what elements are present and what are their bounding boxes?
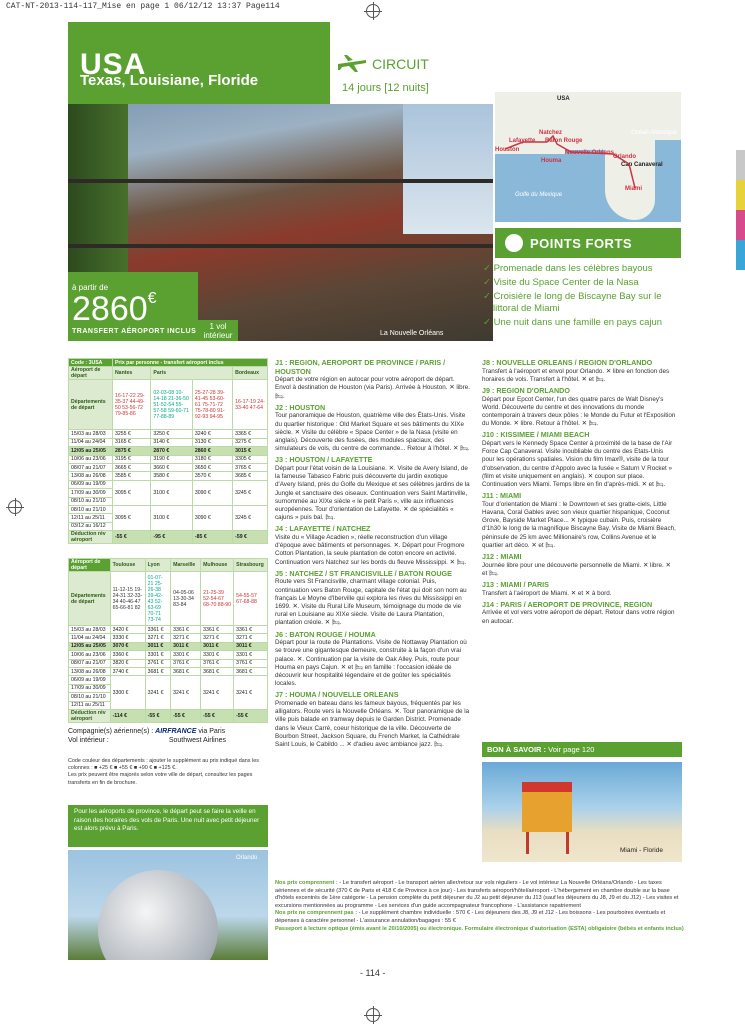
- list-item: ✓ Promenade dans les célèbres bayous: [483, 263, 653, 274]
- list-item: ✓ Visite du Space Center de la Nasa: [483, 277, 639, 288]
- price-conditions: Nos prix comprennent : - Le transfert aéroport - Le transport aérien aller/retour sur vols réguliers - Le vol intérieur La Nouvelle Orléans/Orlando - Les taxes aériennes et de sécurité (370 € de Paris et 418 € de Province à ce jour) - Les transferts aéroport/hôtel/aéroport - L'hébergement en chambre double sur la base d'hôtels excentrés de 1ère catégorie - La pension complète du petit déjeuner du J2 au petit déjeuner du J13 (sauf les déjeuners du J8, J9 et du J12) - Les visites et excursions mentionnées au programme - Les services d'un guide accompagnateur francophone - L'assistance rapatriement Nos prix ne comprennent pas : - Le supplément chambre individuelle : 570 € - Les déjeuners des J8, J9 et J12 - Les boissons - Les pourboires éventuels et dépenses à caractère personnel - L'assurance annulation/bagages : 55 € Passeport à lecture optique (émis avant le 20/10/2005) ou électronique. Formulaire électronique d'autorisation (ESTA) obligatoire (bébés et enfants inclus): [275, 880, 684, 932]
- day-text: Départ pour Epcot Center, l'un des quatre parcs de Walt Disney's World. Découverte du centre et des innovations du monde contemporain à travers deux pôles : le Monde du Futur et l'Exposition du Monde. ✕ libre. Retour à l'hôtel. ✕ 🛏.: [482, 395, 676, 428]
- day-text: Départ pour la route de Plantations. Visite de Nottaway Plantation où se trouve une gigantesque demeure, construite à la façon d'un vrai palace. ✕. Continuation par la visite de Oak Alley. Puis, route pour Houma en pays Cajun. ✕ et 🛏 en famille : l'occasion idéale de découvrir leur hospitalité légendaire et de goûter les spécialités locales.: [275, 639, 467, 688]
- registration-mark-icon: [8, 500, 22, 514]
- price-table-2: Aéroport de départ Toulouse Lyon Marseille Mulhouse Strasbourg Départements de départ 11-12-15 19-24-31 32-33-34 40-46-47 65-66-81 82 01-07-21 25-26-38 39-42-43 52-63-69 70-71 73-74 04-05-06 13-30-34 83-84 21-25-39 52-54-67 68-70 88-90 54-55-57 67-68-88 15/03 au 28/03 3420 € 3361 € 3361 € 3361 € 3361 € 11/04 au 24/04 3330 € 3271 € 3271 € 3271 € 3271 € 12/05 au 25/05 3070 € 3011 € 3011 € 3011 € 3011 € 10/06 au 23/06 3360 € 3301 € 3301 € 3301 € 3301 € 08/07 au 21/07 3820 € 3761 € 3761 € 3761 € 3761 € 13/08 au 26/08 3740 € 3681 € 3681 € 3681 € 3681 € 06/09 au 19/09 3300 € 3241 € 3241 € 3241 € 3241 € 17/09 au 30/09 08/10 au 21/10 12/11 au 25/11 Déduction rév aéroport -114 € -55 € -55 € -55 € -55 €: [68, 558, 268, 723]
- orlando-photo: [68, 850, 268, 960]
- day-heading: J7 : HOUMA / NOUVELLE ORLEANS: [275, 690, 399, 700]
- points-forts-title: POINTS FORTS: [530, 236, 633, 251]
- bon-a-savoir-box: BON À SAVOIR : Voir page 120: [482, 742, 682, 757]
- day-text: Tour d'orientation de Miami : le Downtown et ses gratte-ciels, Little Havana, Coral Gables avec son vieux quartier hispanique, Coconut Grove, Bayside Market Place... ✕ typique cubain. Puis, croisière d'1h30 le long de la magnifique Biscayne Bay. Visite de Miami Beach, péninsule de 25 km avec Millionaire's row, Collins Avenue et le quartier art déco. ✕ et 🛏.: [482, 500, 676, 549]
- price-prefix: à partir de: [72, 283, 109, 292]
- day-heading: J2 : HOUSTON: [275, 402, 326, 412]
- route-map: USA Natchez Lafayette Baton Rouge Houston Nouvelle Orléans Houma Orlando Cap Canaveral Miami Océan Atlantique Golfe du Mexique: [495, 92, 681, 222]
- airline-logo: AIRFRANCE: [155, 728, 197, 735]
- color-bar: [736, 240, 745, 270]
- ocean-label: Océan Atlantique: [631, 130, 677, 136]
- day-heading: J6 : BATON ROUGE / HOUMA: [275, 629, 376, 639]
- list-item: ✓ Croisière le long de Biscayne Bay sur le littoral de Miami: [483, 291, 662, 314]
- day-heading: J11 : MIAMI: [482, 491, 522, 501]
- day-text: Départ pour l'état voisin de la Louisiane. ✕. Visite de Avery Island, de la fameuse Tabasco Fabric puis découverte du jardin exotique d'Avery Island, près du Golfe du Mexique et ses célèbres jardins de la Jungle et sanctuaire des oiseaux. Continuation vers Saint Martinville, surnommée au XIXe siècle « le petit Paris », ville aux influences européennes. Tour d'orientation de Lafayette. ✕ de spécialités « cajuns » puis bal. 🛏.: [275, 465, 470, 522]
- price-value: 2860€: [72, 290, 157, 328]
- day-heading: J9 : REGION D'ORLANDO: [482, 386, 570, 395]
- miami-caption: Miami - Floride: [620, 847, 663, 854]
- price-table-1: Code : 3USA Prix par personne - transfert aéroport inclus Aéroport de départ Nantes Paris Bordeaux Départements de départ 16-17-22 29-35-37 44-49-50 53-56-72 79-85-86 02-03-08 10-14-18 21-36-50 51-52-54 55-57-58 59-60-71 77-88-89 25-27-28 39-41-45 53-60-61 75-71-72 75-78-80 91-92-93 94-95 16-17-19 24-33-40 47-64 15/03 au 28/03 3255 € 3250 € 3240 € 3365 € 11/04 au 24/04 3165 € 3140 € 3130 € 3275 € 12/05 au 25/05 2875 € 2870 € 2860 € 3015 € 10/06 au 23/06 3195 € 3190 € 3180 € 3305 € 08/07 au 21/07 3665 € 3660 € 3650 € 3765 € 13/08 au 26/08 3585 € 3580 € 3570 € 3685 € 06/09 au 19/09 3095 € 3100 € 3090 € 3245 € 17/09 au 30/09 08/10 au 21/10 08/10 au 21/10 3095 € 3100 € 3090 € 3245 € 12/11 au 25/11 03/12 au 16/12 Déduction rév aéroport -55 € -95 € -85 € -59 €: [68, 358, 268, 544]
- transfer-included-label: TRANSFERT AÉROPORT INCLUS: [72, 328, 197, 335]
- day-heading: J5 : NATCHEZ / ST FRANCISVILLE / BATON ROUGE: [275, 568, 452, 578]
- day-heading: J1 : REGION, AEROPORT DE PROVINCE / PARIS / HOUSTON: [275, 358, 446, 376]
- page-number: - 114 -: [360, 968, 386, 978]
- day-text: Départ vers le Kennedy Space Center à proximité de la base de l'Air Force Cap Canaveral. Visite inoubliable du centre des Etats-Unis pour les opérations spatiales. Vision du film Imax®, visite de la tour d'observation, du centre d'Appolo avec la fusée « Saturn V Rocket » (film et visite uniquement en anglais). ✕ coupon sur place. Continuation vers Miami. Temps libre en fin d'après-midi. ✕ et 🛏.: [482, 440, 673, 489]
- day-heading: J8 : NOUVELLE ORLEANS / REGION D'ORLANDO: [482, 358, 653, 367]
- day-text: Journée libre pour une découverte personnelle de Miami. ✕ libre. ✕ et 🛏.: [482, 561, 671, 577]
- flower-icon: [505, 234, 523, 252]
- day-text: Transfert à l'aéroport de Miami. ✕ et ✕ à bord.: [482, 589, 612, 597]
- page-title: USA: [80, 48, 147, 81]
- day-text: Arrivée et vol vers votre aéroport de départ. Retour dans votre région en autocar.: [482, 609, 675, 625]
- day-heading: J3 : HOUSTON / LAFAYETTE: [275, 455, 373, 465]
- color-bar: [736, 180, 745, 210]
- day-heading: J10 : KISSIMEE / MIAMI BEACH: [482, 430, 590, 440]
- print-slug: CAT-NT-2013-114-117_Mise en page 1 06/12/12 13:37 Page114: [6, 2, 280, 11]
- day-heading: J12 : MIAMI: [482, 552, 522, 562]
- orlando-caption: Orlando: [236, 855, 258, 861]
- day-text: Promenade en bateau dans les fameux bayous, fréquentés par les alligators. Route vers la Nouvelle Orléans. ✕. Tour panoramique de la ville puis balade en tramway depuis le Garden District. Promenade dans le Vieux Carré, coeur historique de la ville. Découverte de Bourbon Street, Jackson Square, du French Market, la Cathédrale Saint Louis, le Cabildo ... ✕ d'adieu avec ambiance jazz. 🛏.: [275, 700, 470, 749]
- color-bar: [736, 150, 745, 180]
- day-text: Transfert à l'aéroport et envol pour Orlando. ✕ libre en fonction des horaires de vols. Transfert à l'hôtel. ✕ et 🛏.: [482, 367, 670, 383]
- day-text: Tour panoramique de Houston, quatrième ville des États-Unis. Visite du quartier historique : Old Market Square et ses bâtiments du XIXe siècle. ✕ Visite du célèbre « Space Center » de la Nasa (visite en anglais). Découverte des fusées, des modules spaciaux, des simulateurs de vols, du centre de commande... Retour à l'hôtel. ✕ 🛏.: [275, 412, 470, 453]
- domestic-flight-badge: 1 vol intérieur: [198, 320, 238, 341]
- airplane-icon: [336, 52, 368, 74]
- points-forts-list: [483, 263, 683, 331]
- color-bar: [736, 210, 745, 240]
- airline-info: Compagnie(s) aérienne(s) : AIRFRANCE via Paris Vol intérieur : Southwest Airlines: [68, 728, 227, 744]
- circuit-label: CIRCUIT: [372, 56, 429, 72]
- trip-duration: 14 jours [12 nuits]: [342, 82, 429, 94]
- list-item: ✓ Une nuit dans une famille en pays cajun: [483, 317, 663, 328]
- itinerary-column-right: [482, 356, 677, 627]
- day-heading: J14 : PARIS / AEROPORT DE PROVINCE, REGION: [482, 599, 653, 609]
- day-text: Départ de votre région en autocar pour votre aéroport de départ. Envol à destination de Houston (via Paris). Arrivée à Houston. ✕ libre. 🛏.: [275, 376, 470, 400]
- province-info-box: Pour les aéroports de province, le départ peut se faire la veille en raison des horaires des vols de Paris. Une nuit avec petit déjeuner est alors prévu à Paris.: [68, 805, 268, 847]
- day-text: Route vers St Francisville, charmant village colonial. Puis, continuation vers Baton Rouge, capitale de l'état qui doit son nom au français Le Moyne d'Iberville qui explora les rives du Mississippi en 1699. ✕. Visite du Rural Life Museum, témoignage du mode de vie rural en Louisiane au XIXe siècle. Visite de Laura Plantation, plantation créole. ✕ 🛏.: [275, 578, 467, 627]
- gulf-label: Golfe du Mexique: [515, 192, 563, 198]
- photo-caption: La Nouvelle Orléans: [380, 330, 444, 337]
- color-code-notes: Code couleur des départements : ajouter le supplément au prix indiqué dans les colonnes : ■ +25 € ■ +55 € ■ +90 € ■ +125 €. Les prix peuvent être majorés selon votre ville de départ, consultez les pages transferts en fin de brochure.: [68, 758, 259, 786]
- map-country: USA: [557, 96, 570, 102]
- day-heading: J4 : LAFAYETTE / NATCHEZ: [275, 524, 371, 534]
- registration-mark-icon: [366, 1008, 380, 1022]
- registration-mark-icon: [366, 4, 380, 18]
- day-text: Visite du « Village Acadien », réelle reconstruction d'un village d'époque avec bâtiments et personnages. ✕. Départ pour Frogmore Cotton Plantation, la seule plantation de coton encore en activité. Continuation vers Natchez sur les bords du fleuve Mississippi. ✕ 🛏.: [275, 534, 467, 566]
- day-heading: J13 : MIAMI / PARIS: [482, 580, 549, 590]
- page-subtitle: Texas, Louisiane, Floride: [80, 72, 259, 89]
- itinerary-column-mid: [275, 356, 470, 750]
